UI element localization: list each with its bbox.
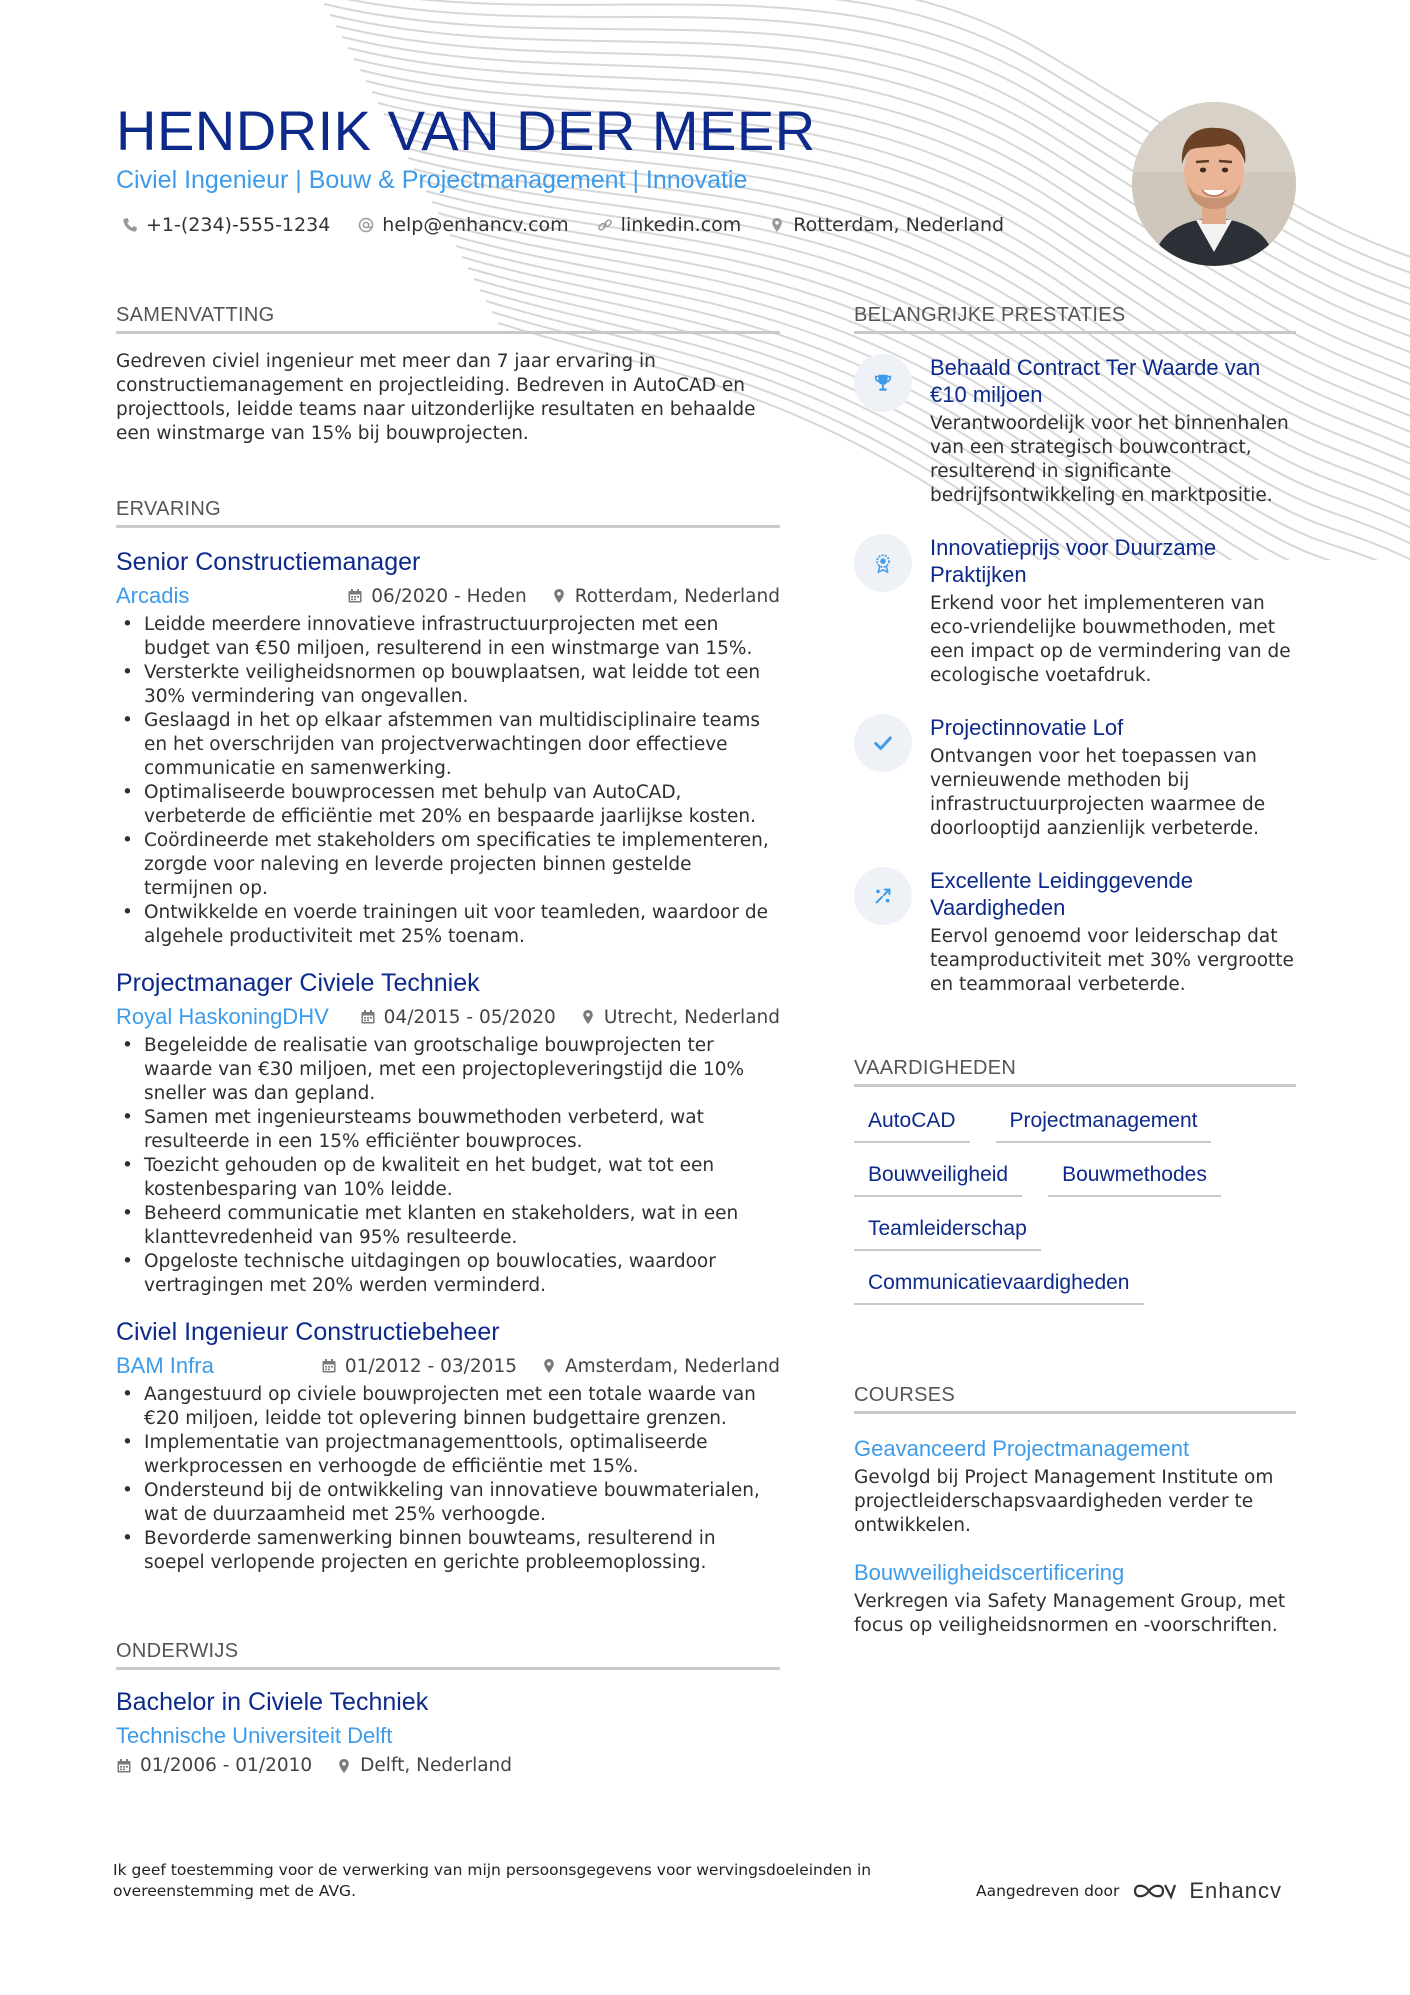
achievement-title: Behaald Contract Ter Waarde van €10 miljoen [930,355,1261,407]
job-dates-text: 01/2012 - 03/2015 [344,1355,517,1377]
enhancv-logo-icon [1131,1879,1177,1903]
education-dates-text: 01/2006 - 01/2010 [140,1755,313,1776]
job-location-text: Amsterdam, Nederland [565,1355,780,1377]
contact-bar [122,214,1004,236]
contact-email[interactable] [358,214,568,236]
job-bullet: • Implementatie van projectmanagementtools, optimaliseerde werkprocessen en verhoogde de efficiëntie met 15%. [116,1431,780,1479]
achievement-item [854,867,1296,997]
job-bullet: • Geslaagd in het op elkaar afstemmen van multidisciplinaire teams en het overschrijden van projectverwachtingen door effectieve communicatie en samenwerking. [116,709,780,781]
education-location [336,1755,512,1776]
phone-icon [122,217,138,233]
trophy-icon [872,372,894,394]
calendar-icon [347,588,363,604]
job-bullets [116,1034,780,1298]
job-bullet: • Samen met ingenieursteams bouwmethoden verbeterd, wat resulteerde in een 15% efficiënter bouwproces. [116,1106,780,1154]
job-bullet: • Versterkte veiligheidsnormen op bouwplaatsen, wat leidde tot een 30% vermindering van ongevallen. [116,661,780,709]
job-bullet: • Aangestuurd op civiele bouwprojecten met een totale waarde van €20 miljoen, leidde tot oplevering binnen budgettaire grenzen. [116,1383,780,1431]
job-bullet: • Coördineerde met stakeholders om specificaties te implementeren, zorgde voor naleving en leverde projecten binnen gestelde termijnen op. [116,829,780,901]
courses-heading: COURSES [854,1384,1296,1414]
course-item [854,1560,1296,1638]
experience-section [116,498,780,1575]
achievement-description: Eervol genoemd voor leiderschap dat teamproductiviteit met 30% vergrootte en teammoraal verbeterde. [930,926,1294,995]
skill-tag: AutoCAD [854,1107,970,1143]
achievement-content [930,867,1296,997]
job-dates [360,1007,556,1028]
courses-section [854,1384,1296,1638]
consent-note: Ik geef toestemming voor de verwerking van mijn persoonsgegevens voor wervingsdoeleinden in overeenstemming met de AVG. [113,1861,872,1900]
job-company: Arcadis [116,583,190,608]
job-details [347,586,780,607]
job-title: Civiel Ingenieur Constructiebeheer [116,1318,500,1346]
skill-tag: Projectmanagement [996,1107,1212,1143]
achievement-list [854,354,1296,997]
skill-tag: Bouwveiligheid [854,1161,1022,1197]
contact-phone[interactable] [122,214,330,236]
course-description: Gevolgd bij Project Management Institute om projectleiderschapsvaardigheden verder te ontwikkelen. [854,1467,1274,1536]
job-details [321,1356,780,1377]
check-icon [872,732,894,754]
achievement-description: Erkend voor het implementeren van eco-vriendelijke bouwmethoden, met een impact op de vermindering van de ecologische voetafdruk. [930,593,1291,686]
skills-section [854,1057,1296,1323]
powered-by-text: Aangedreven door [976,1882,1120,1900]
achievement-icon-badge [854,714,912,772]
course-title: Bouwveiligheidscertificering [854,1560,1125,1585]
location-text: Rotterdam, Nederland [793,214,1005,236]
education-school: Technische Universiteit Delft [116,1723,393,1748]
achievement-icon-badge [854,867,912,925]
skill-tag: Communicatievaardigheden [854,1269,1144,1305]
calendar-icon [360,1009,376,1025]
job-bullet: • Beheerd communicatie met klanten en stakeholders, wat in een klanttevredenheid van 95% resulteerde. [116,1202,780,1250]
education-section [116,1640,780,1776]
summary-section [116,304,780,446]
education-location-text: Delft, Nederland [360,1755,513,1776]
contact-website[interactable] [597,214,742,236]
job-title: Projectmanager Civiele Techniek [116,969,480,997]
job-location [541,1356,780,1377]
location-pin-icon [336,1758,352,1774]
achievement-description: Ontvangen voor het toepassen van vernieuwende methoden bij infrastructuurprojecten waarmee de doorlooptijd aanzienlijk verbeterde. [930,746,1266,839]
award-icon [872,552,894,574]
phone-text: +1-(234)-555-1234 [146,214,331,236]
job-title: Senior Constructiemanager [116,548,421,576]
skill-tag: Teamleiderschap [854,1215,1041,1251]
job-entry [116,969,780,1298]
powered-by[interactable] [976,1878,1282,1904]
achievement-icon-badge [854,354,912,412]
job-details [360,1007,780,1028]
education-dates [116,1755,312,1776]
job-location-text: Rotterdam, Nederland [574,585,780,607]
achievement-content [930,354,1296,508]
profile-photo [1132,102,1296,266]
location-pin-icon [551,588,567,604]
job-dates [321,1356,517,1377]
candidate-tagline: Civiel Ingenieur | Bouw & Projectmanagement | Innovatie [116,166,748,194]
achievement-title: Excellente Leidinggevende Vaardigheden [930,868,1193,920]
job-list [116,548,780,1575]
at-icon [358,217,374,233]
achievements-heading: BELANGRIJKE PRESTATIES [854,304,1296,334]
achievement-content [930,534,1296,688]
experience-heading: ERVARING [116,498,780,528]
achievement-item [854,354,1296,508]
link-icon [597,217,613,233]
achievement-title: Innovatieprijs voor Duurzame Praktijken [930,535,1217,587]
job-bullet: • Toezicht gehouden op de kwaliteit en het budget, wat tot een kostenbesparing van 10% leidde. [116,1154,780,1202]
job-bullet: • Bevorderde samenwerking binnen bouwteams, resulterend in soepel verlopende projecten en gerichte probleemoplossing. [116,1527,780,1575]
location-pin-icon [541,1358,557,1374]
leadership-icon [872,885,894,907]
job-location [551,586,780,607]
job-bullet: • Ondersteund bij de ontwikkeling van innovatieve bouwmaterialen, wat de duurzaamheid met 25% verhoogde. [116,1479,780,1527]
job-bullet: • Ontwikkelde en voerde trainingen uit voor teamleden, waardoor de algehele productiviteit met 25% toenam. [116,901,780,949]
education-degree: Bachelor in Civiele Techniek [116,1688,429,1716]
job-meta [116,1004,780,1030]
job-entry [116,1318,780,1575]
job-entry [116,548,780,949]
website-text: linkedin.com [620,214,742,236]
course-item [854,1436,1296,1538]
calendar-icon [116,1758,132,1774]
skills-heading: VAARDIGHEDEN [854,1057,1296,1087]
summary-text: Gedreven civiel ingenieur met meer dan 7 jaar ervaring in constructiemanagement en projectleiding. Bedreven in AutoCAD en projecttools, leidde teams naar uitzonderlijke resultaten en behaalde een winstmarge van 15% bij bouwprojecten. [116,351,756,444]
summary-heading: SAMENVATTING [116,304,780,334]
course-description: Verkregen via Safety Management Group, met focus op veiligheidsnormen en -voorschriften. [854,1591,1286,1636]
achievement-title: Projectinnovatie Lof [930,715,1124,740]
job-company: Royal HaskoningDHV [116,1004,329,1029]
achievement-item [854,534,1296,688]
job-company: BAM Infra [116,1353,214,1378]
calendar-icon [321,1358,337,1374]
job-meta [116,1353,780,1379]
skill-tag: Bouwmethodes [1048,1161,1221,1197]
email-text: help@enhancv.com [382,214,569,236]
job-bullets [116,1383,780,1575]
education-heading: ONDERWIJS [116,1640,780,1670]
education-meta [116,1755,780,1776]
skill-list [854,1107,1296,1323]
achievement-content [930,714,1296,841]
achievement-description: Verantwoordelijk voor het binnenhalen van een strategisch bouwcontract, resulterend in significante bedrijfsontwikkeling en marktpositie. [930,413,1289,506]
job-meta [116,583,780,609]
course-list [854,1436,1296,1638]
job-dates-text: 06/2020 - Heden [371,585,527,607]
job-bullets [116,613,780,949]
contact-location [769,214,1004,236]
job-bullet: • Begeleidde de realisatie van grootschalige bouwprojecten ter waarde van €30 miljoen, met een projectopleveringstijd die 10% sneller was dan gepland. [116,1034,780,1106]
job-bullet: • Optimaliseerde bouwprocessen met behulp van AutoCAD, verbeterde de efficiëntie met 20% en bespaarde jaarlijkse kosten. [116,781,780,829]
job-bullet: • Leidde meerdere innovatieve infrastructuurprojecten met een budget van €50 miljoen, resulterend in een winstmarge van 15%. [116,613,780,661]
course-title: Geavanceerd Projectmanagement [854,1436,1190,1461]
location-pin-icon [769,217,785,233]
achievements-section [854,304,1296,997]
job-dates [347,586,526,607]
achievement-item [854,714,1296,841]
job-dates-text: 04/2015 - 05/2020 [383,1006,556,1028]
enhancv-brand: Enhancv [1189,1878,1282,1903]
candidate-name: HENDRIK VAN DER MEER [116,99,816,162]
job-bullet: • Opgeloste technische uitdagingen op bouwlocaties, waardoor vertragingen met 20% werden verminderd. [116,1250,780,1298]
location-pin-icon [580,1009,596,1025]
job-location-text: Utrecht, Nederland [603,1006,780,1028]
job-location [580,1007,780,1028]
achievement-icon-badge [854,534,912,592]
portrait-illustration [1132,102,1296,266]
